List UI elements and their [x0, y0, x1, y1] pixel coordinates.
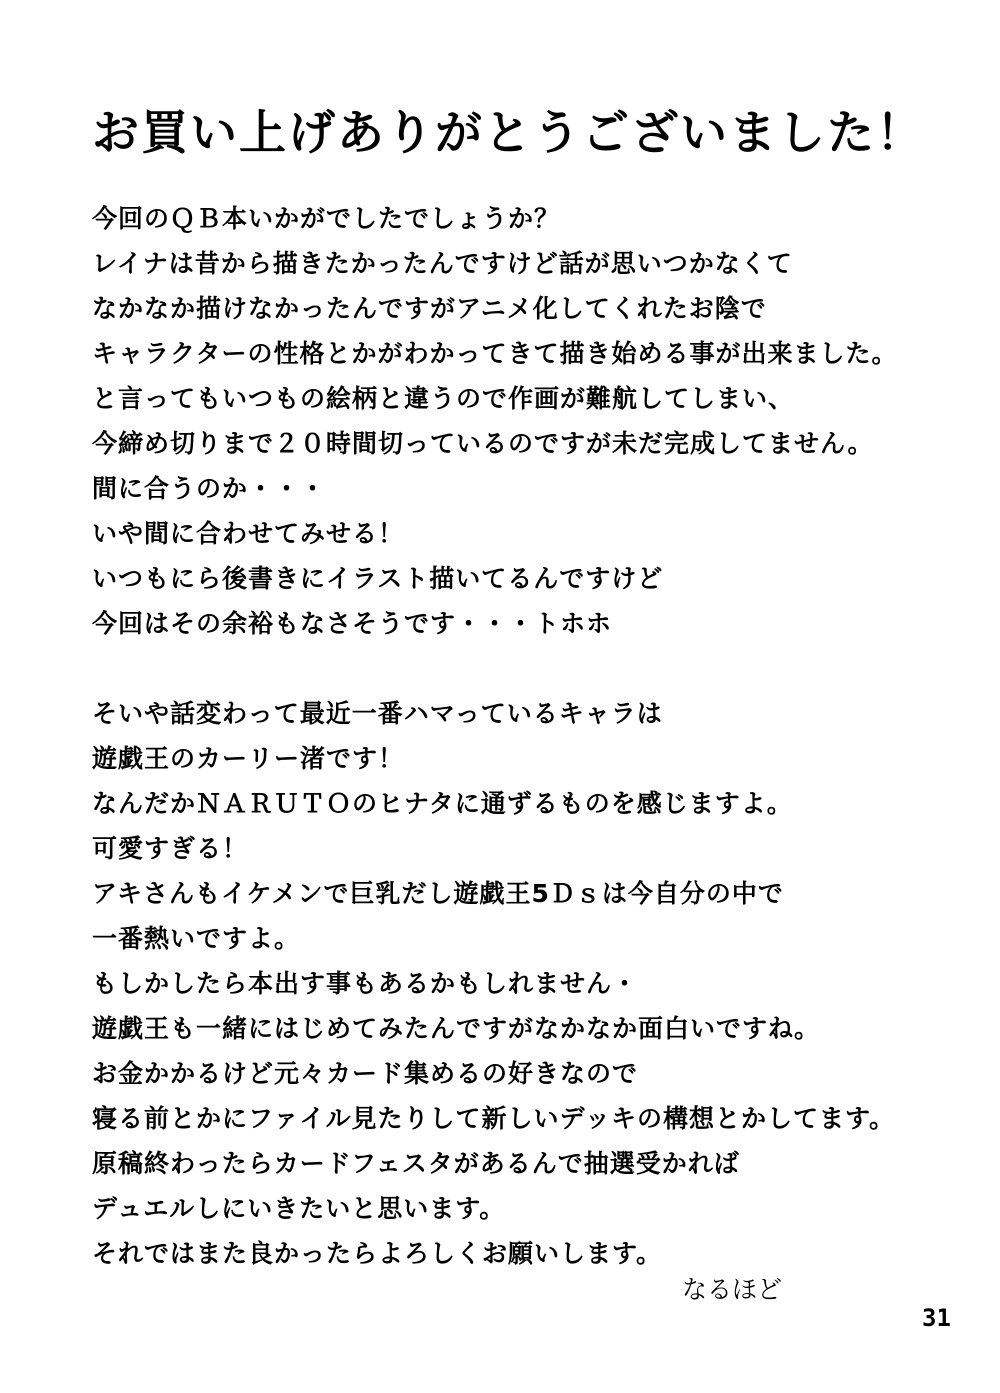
author-signature: なるほど	[682, 1275, 783, 1304]
text-line: そいや話変わって最近一番ハマっているキャラは	[92, 699, 663, 728]
page-number: 31	[922, 1304, 951, 1332]
text-line: 一番熱いですよ。	[92, 924, 301, 953]
text-line: それではまた良かったらよろしくお願いします。	[92, 1239, 663, 1268]
afterword-body	[92, 196, 972, 1276]
text-line: 今回のＱＢ本いかがでしたでしょうか？	[92, 204, 561, 233]
text-line: 可愛すぎる！	[92, 834, 249, 863]
text-line: 遊戯王も一緒にはじめてみたんですがなかなか面白いですね。	[92, 1014, 821, 1043]
text-line: 間に合うのか・・・	[92, 474, 327, 503]
text-line: 寝る前とかにファイル見たりして新しいデッキの構想とかしてます。	[92, 1104, 896, 1133]
paragraph-spacer	[92, 646, 972, 691]
text-line: なかなか描けなかったんですがアニメ化してくれたお陰で	[92, 294, 767, 323]
text-line: 遊戯王のカーリー渚です！	[92, 744, 405, 773]
text-line: いつもにら後書きにイラスト描いてるんですけど	[92, 564, 664, 593]
text-line: いや間に合わせてみせる！	[92, 519, 405, 548]
text-line: お金かかるけど元々カード集めるの好きなので	[92, 1059, 639, 1088]
text-line: 今締め切りまで２０時間切っているのですが未だ完成してません。	[92, 429, 874, 458]
text-line: 原稿終わったらカードフェスタがあるんで抽選受かれば	[92, 1149, 740, 1178]
text-line: なんだかＮＡＲＵＴＯのヒナタに通ずるものを感じますよ。	[92, 789, 793, 818]
text-line: と言ってもいつもの絵柄と違うので作画が難航してしまい、	[92, 384, 795, 413]
text-line: アキさんもイケメンで巨乳だし遊戯王5Ｄｓは今自分の中で	[92, 879, 784, 908]
text-line: レイナは昔から描きたかったんですけど話が思いつかなくて	[92, 249, 793, 278]
page-title: お買い上げありがとうございました！	[92, 106, 925, 161]
text-line: デュエルしにいきたいと思います。	[92, 1194, 506, 1223]
text-line: キャラクターの性格とかがわかってきて描き始める事が出来ました。	[92, 339, 898, 368]
text-line: もしかしたら本出す事もあるかもしれません・	[92, 969, 639, 998]
text-line: 今回はその余裕もなさそうです・・・トホホ	[92, 609, 613, 638]
